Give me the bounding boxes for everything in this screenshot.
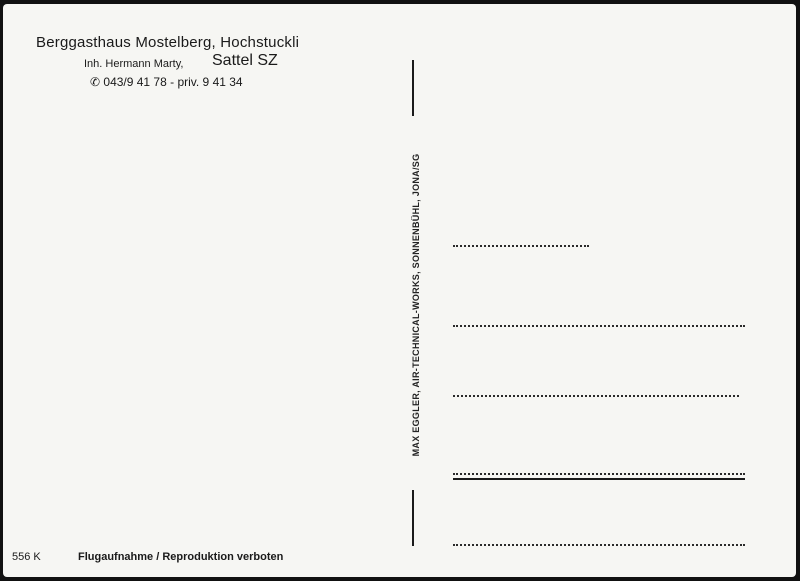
- address-underline: [453, 478, 745, 480]
- address-line-3: [453, 395, 739, 397]
- owner-line: Inh. Hermann Marty,: [84, 58, 184, 70]
- address-line-4: [453, 473, 745, 475]
- place-name: Sattel SZ: [212, 52, 278, 69]
- reproduction-note: Flugaufnahme / Reproduktion verboten: [78, 551, 284, 563]
- address-line-2: [453, 325, 745, 327]
- publisher-credit: MAX EGGLER, AIR-TECHNICAL-WORKS, SONNENBÜHL, JONA/SG: [411, 153, 421, 457]
- postcard-title: Berggasthaus Mostelberg, Hochstuckli: [36, 34, 300, 51]
- phone-line: ✆ 043/9 41 78 - priv. 9 41 34: [90, 75, 243, 89]
- divider-top: [412, 60, 414, 116]
- address-line-5: [453, 544, 745, 546]
- postcard-back: [3, 4, 796, 577]
- divider-bottom: [412, 490, 414, 546]
- card-number: 556 K: [12, 551, 41, 563]
- address-line-1: [453, 245, 589, 247]
